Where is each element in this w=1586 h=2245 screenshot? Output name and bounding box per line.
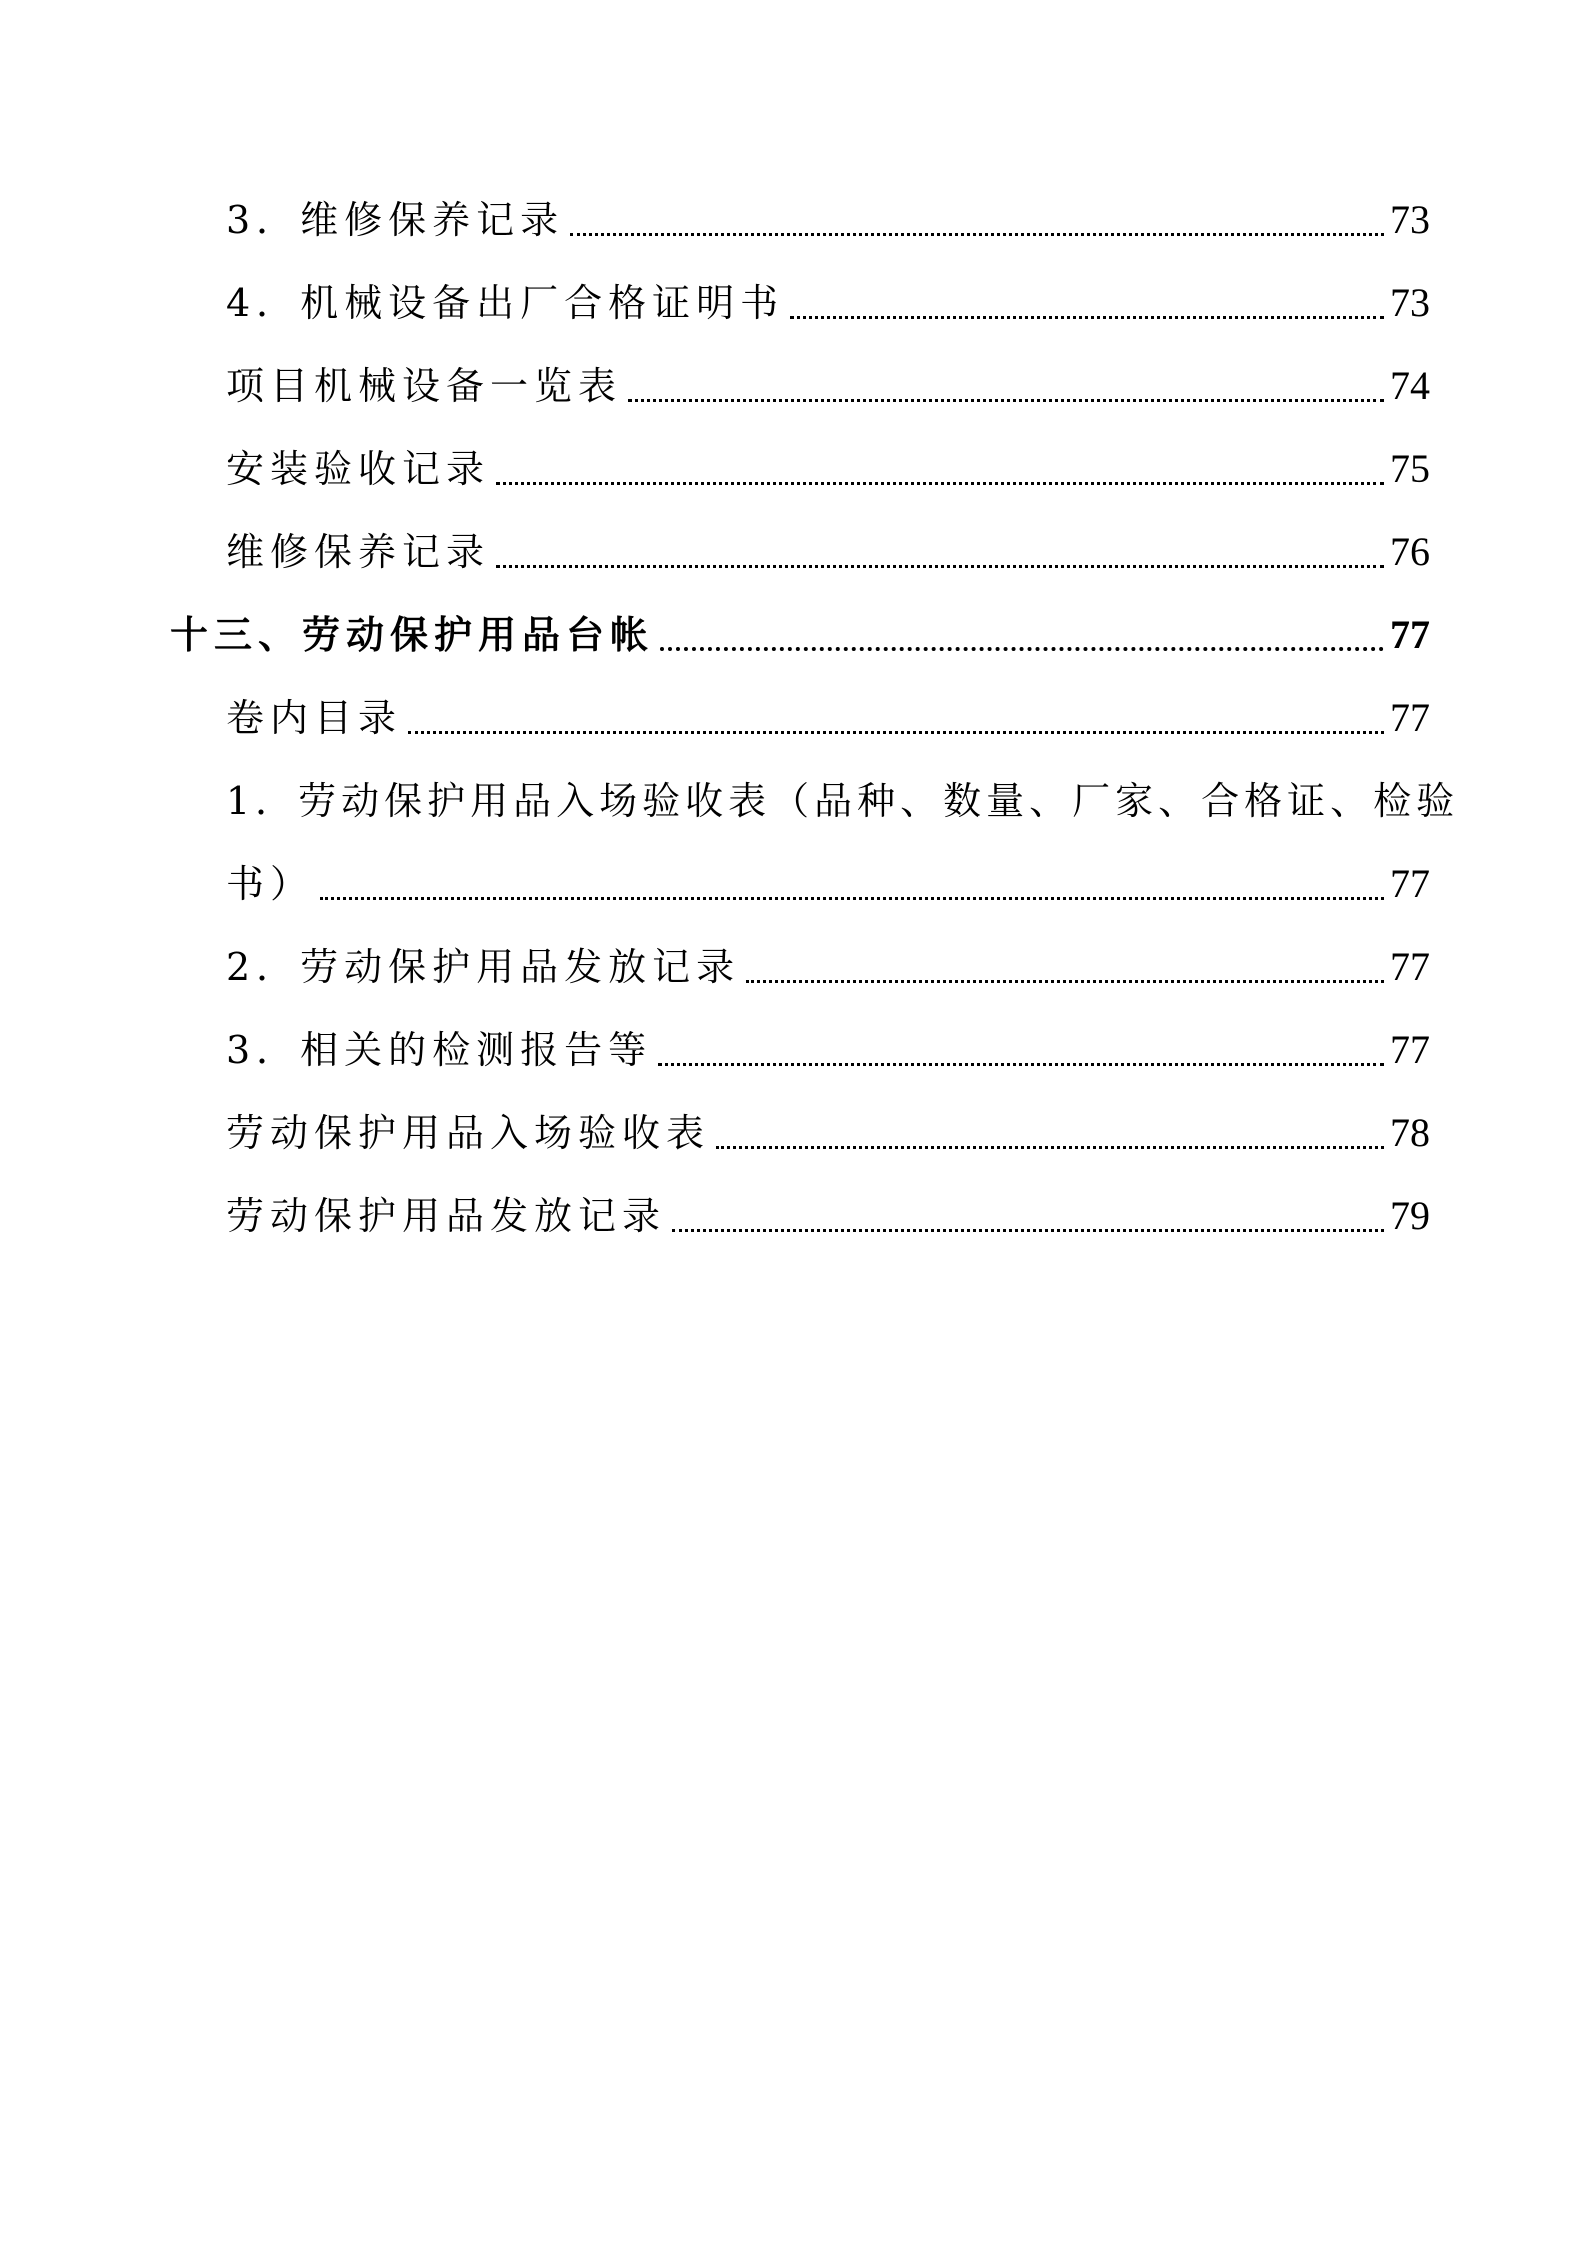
toc-page-number: 77 [1390, 1027, 1430, 1072]
toc-entry-test-reports[interactable] [226, 1020, 1430, 1080]
toc-entry-acceptance-form[interactable] [226, 1103, 1430, 1163]
toc-page-number: 78 [1390, 1110, 1430, 1155]
toc-page-number: 77 [1390, 861, 1430, 906]
toc-entry-label: 项目机械设备一览表 [226, 364, 623, 408]
toc-page-number: 73 [1390, 280, 1430, 325]
toc-entry-label: 安装验收记录 [226, 447, 491, 491]
toc-page-number: 77 [1390, 944, 1430, 989]
toc-page-number: 73 [1390, 197, 1430, 242]
dot-leader [672, 1229, 1384, 1232]
toc-entry-acceptance-form-line2[interactable] [226, 854, 1430, 914]
toc-entry-label: 劳动保护用品入场验收表 [226, 1111, 711, 1155]
toc-entry-acceptance-form-line1[interactable] [226, 771, 1460, 831]
toc-entry-label: 劳动保护用品发放记录 [226, 1194, 667, 1238]
dot-leader [496, 482, 1384, 485]
toc-page-number: 74 [1390, 363, 1430, 408]
toc-entry-label: 1．劳动保护用品入场验收表（品种、数量、厂家、合格证、检验 [226, 779, 1460, 823]
toc-entry-label: 4．机械设备出厂合格证明书 [226, 281, 785, 325]
toc-entry-label: 3．相关的检测报告等 [226, 1028, 653, 1072]
dot-leader [570, 233, 1384, 236]
dot-leader [408, 731, 1384, 734]
toc-entry-label: 3．维修保养记录 [226, 198, 565, 242]
dot-leader [746, 980, 1384, 983]
toc-page-number: 76 [1390, 529, 1430, 574]
toc-entry-distribution-record[interactable] [226, 1186, 1430, 1246]
dot-leader [658, 1063, 1384, 1066]
toc-section-labor-protection[interactable] [170, 605, 1430, 665]
toc-entry-distribution-record-2[interactable] [226, 937, 1430, 997]
toc-entry-label: 卷内目录 [226, 696, 403, 740]
toc-entry-label-continued: 书） [226, 862, 315, 906]
toc-entry-equipment-certificate[interactable] [226, 273, 1430, 333]
toc-entry-installation-acceptance[interactable] [226, 439, 1430, 499]
toc-entry-equipment-list[interactable] [226, 356, 1430, 416]
toc-section-label: 十三、劳动保护用品台帐 [170, 612, 655, 657]
dot-leader [320, 897, 1384, 900]
toc-page-number: 75 [1390, 446, 1430, 491]
dot-leader [496, 565, 1384, 568]
toc-entry-label: 2．劳动保护用品发放记录 [226, 945, 741, 989]
toc-page-number: 77 [1390, 695, 1430, 740]
toc-page-number: 77 [1390, 612, 1430, 657]
dot-leader [660, 647, 1384, 651]
dot-leader [628, 399, 1384, 402]
toc-entry-maintenance-record[interactable] [226, 522, 1430, 582]
toc-entry-maintenance-record-3[interactable] [226, 190, 1430, 250]
dot-leader [716, 1146, 1384, 1149]
toc-entry-file-catalog[interactable] [226, 688, 1430, 748]
toc-entry-label: 维修保养记录 [226, 530, 491, 574]
toc-page-number: 79 [1390, 1193, 1430, 1238]
dot-leader [790, 316, 1384, 319]
